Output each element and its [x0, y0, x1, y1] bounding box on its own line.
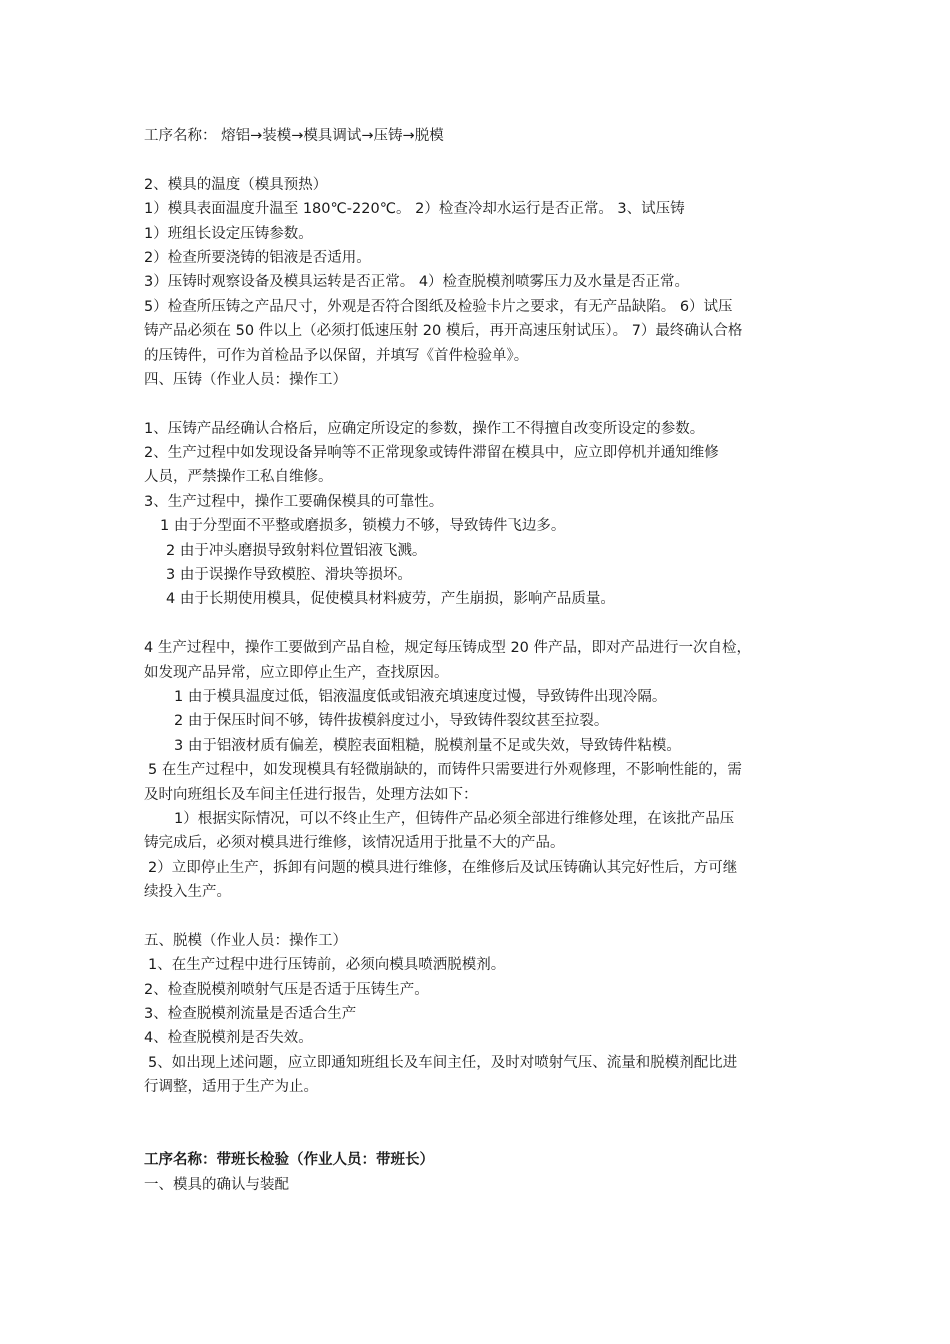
list-item: 3 由于铝液材质有偏差，模腔表面粗糙，脱模剂量不足或失效，导致铸件粘模。 [174, 737, 681, 754]
next-process-header: 工序名称：带班长检验（作业人员：带班长） [144, 1152, 434, 1169]
paragraph-line: 5 在生产过程中，如发现模具有轻微崩缺的，而铸件只需要进行外观修理，不影响性能的，需 [148, 762, 742, 779]
list-item: 1、在生产过程中进行压铸前，必须向模具喷洒脱模剂。 [148, 957, 506, 974]
paragraph-line: 4 生产过程中，操作工要做到产品自检，规定每压铸成型 20 件产品，即对产品进行一次自检， [144, 640, 751, 657]
paragraph-line: 3）压铸时观察设备及模具运转是否正常。 4）检查脱模剂喷雾压力及水量是否正常。 [144, 274, 690, 291]
paragraph-line: 3、生产过程中，操作工要确保模具的可靠性。 [144, 493, 444, 510]
section-die-casting-title: 四、压铸（作业人员：操作工） [144, 371, 347, 388]
paragraph-line: 铸完成后，必须对模具进行维修，该情况适用于批量不大的产品。 [144, 835, 565, 852]
list-item: 2、检查脱模剂喷射气压是否适于压铸生产。 [144, 981, 429, 998]
paragraph-line: 如发现产品异常，应立即停止生产，查找原因。 [144, 664, 449, 681]
list-item: 3、检查脱模剂流量是否适合生产 [144, 1006, 357, 1023]
paragraph-line: 2）检查所要浇铸的铝液是否适用。 [144, 249, 371, 266]
list-item: 2 由于冲头磨损导致射料位置铝液飞溅。 [166, 542, 427, 559]
paragraph-line: 的压铸件，可作为首检品予以保留，并填写《首件检验单》。 [144, 347, 529, 364]
list-item: 3 由于误操作导致模腔、滑块等损坏。 [166, 567, 412, 584]
section-mold-temperature-title: 2、模具的温度（模具预热） [144, 176, 328, 193]
list-item: 2 由于保压时间不够，铸件拔模斜度过小，导致铸件裂纹甚至拉裂。 [174, 713, 609, 730]
list-item: 4、检查脱模剂是否失效。 [144, 1030, 313, 1047]
paragraph-line: 人员，严禁操作工私自维修。 [144, 469, 333, 486]
paragraph-line: 续投入生产。 [144, 884, 231, 901]
list-item: 4 由于长期使用模具，促使模具材料疲劳，产生崩损，影响产品质量。 [166, 591, 615, 608]
list-item: 2）立即停止生产，拆卸有问题的模具进行维修，在维修后及试压铸确认其完好性后，方可继 [148, 859, 738, 876]
paragraph-line: 2、生产过程中如发现设备异响等不正常现象或铸件滞留在模具中，应立即停机并通知维修 [144, 445, 719, 462]
list-item: 1 由于分型面不平整或磨损多，锁模力不够，导致铸件飞边多。 [160, 518, 566, 535]
paragraph-line: 1）班组长设定压铸参数。 [144, 225, 313, 242]
paragraph-line: 5）检查所压铸之产品尺寸，外观是否符合图纸及检验卡片之要求，有无产品缺陷。 6）试压 [144, 298, 733, 315]
paragraph-line: 1、压铸产品经确认合格后，应确定所设定的参数，操作工不得擅自改变所设定的参数。 [144, 420, 705, 437]
paragraph-line: 行调整，适用于生产为止。 [144, 1079, 318, 1096]
section-mold-confirmation-title: 一、模具的确认与装配 [144, 1176, 289, 1193]
section-demolding-title: 五、脱模（作业人员：操作工） [144, 932, 347, 949]
paragraph-line: 及时向班组长及车间主任进行报告，处理方法如下： [144, 786, 478, 803]
paragraph-line: 1）模具表面温度升温至 180℃-220℃。 2）检查冷却水运行是否正常。 3、试压铸 [144, 201, 685, 218]
list-item: 5、如出现上述问题，应立即通知班组长及车间主任，及时对喷射气压、流量和脱模剂配比进 [148, 1054, 738, 1071]
list-item: 1）根据实际情况，可以不终止生产，但铸件产品必须全部进行维修处理，在该批产品压 [174, 810, 735, 827]
process-header: 工序名称： 熔铝→装模→模具调试→压铸→脱模 [144, 128, 444, 144]
list-item: 1 由于模具温度过低，铝液温度低或铝液充填速度过慢，导致铸件出现冷隔。 [174, 688, 667, 705]
paragraph-line: 铸产品必须在 50 件以上（必须打低速压射 20 模后，再开高速压射试压）。 7）最终确认合格 [144, 323, 743, 340]
document-page [144, 124, 814, 1197]
